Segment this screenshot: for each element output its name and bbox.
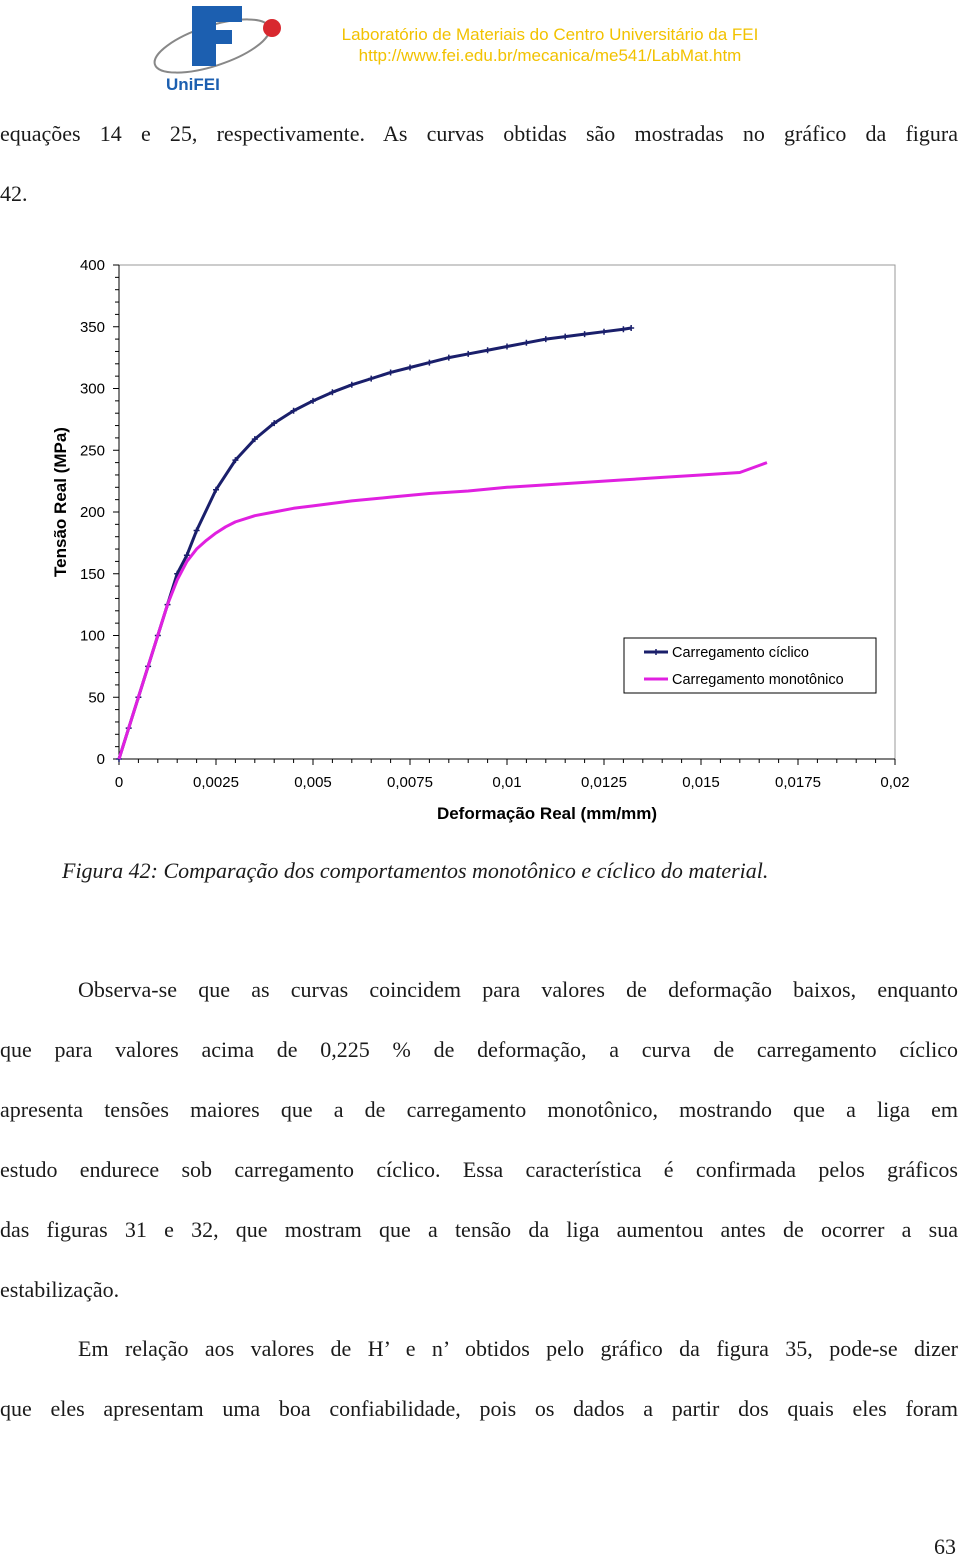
- x-tick-label: 0,0125: [581, 774, 627, 791]
- x-tick-label: 0,015: [682, 774, 720, 791]
- data-point-marker: [562, 334, 568, 340]
- intro-line-1: equações 14 e 25, respectivamente. As curvas obtidas são mostradas no gráfico da figura: [0, 121, 958, 146]
- data-point-marker: [601, 329, 607, 335]
- x-tick-label: 0,005: [294, 774, 332, 791]
- y-tick-label: 200: [79, 504, 105, 521]
- data-point-marker: [620, 326, 626, 332]
- legend-label: Carregamento monotônico: [672, 672, 844, 688]
- logo-text: UniFEI: [166, 75, 220, 94]
- x-tick-label: 0,0025: [193, 774, 239, 791]
- data-point-marker: [543, 336, 549, 342]
- paragraph-line: apresenta tensões maiores que a de carregamento monotônico, mostrando que a liga em: [0, 1097, 958, 1122]
- data-point-marker: [426, 360, 432, 366]
- y-axis-title: Tensão Real (MPa): [51, 427, 70, 577]
- x-axis-title: Deformação Real (mm/mm): [436, 804, 658, 823]
- paragraph-line: Em relação aos valores de H’ e n’ obtidos pelo gráfico da figura 35, pode-se dizer: [78, 1336, 958, 1361]
- y-tick-label: 0: [96, 751, 105, 768]
- stress-strain-chart: [0, 250, 960, 840]
- x-tick-label: 0,01: [492, 774, 522, 791]
- plot-area: [51, 257, 910, 823]
- data-point-marker: [446, 355, 452, 361]
- data-point-marker: [465, 351, 471, 357]
- data-point-marker: [504, 344, 510, 350]
- page-header: [0, 0, 960, 100]
- y-tick-label: 150: [79, 565, 105, 583]
- data-point-marker: [628, 325, 634, 331]
- paragraph-line: que para valores acima de 0,225 % de deformação, a curva de carregamento cíclico: [0, 1037, 958, 1062]
- paragraph-line: estudo endurece sob carregamento cíclico. Essa característica é confirmada pelos gráficos: [0, 1157, 958, 1182]
- intro-line-2: 42.: [0, 181, 28, 206]
- series-line-cyclic: [119, 328, 631, 759]
- x-tick-label: 0,0075: [387, 774, 433, 791]
- unifei-logo: [150, 2, 290, 94]
- data-point-marker: [407, 365, 413, 371]
- data-point-marker: [485, 347, 491, 353]
- y-tick-label: 100: [79, 627, 105, 645]
- paragraph-line: estabilização.: [0, 1277, 120, 1302]
- x-tick-label: 0,0175: [775, 774, 821, 791]
- y-tick-label: 400: [79, 257, 105, 274]
- y-tick-label: 50: [88, 689, 105, 707]
- legend-label: Carregamento cíclico: [672, 645, 809, 661]
- x-tick-label: 0: [114, 774, 124, 791]
- page-number: 63: [934, 1534, 956, 1559]
- y-tick-label: 300: [79, 380, 105, 398]
- lab-name: Laboratório de Materiais do Centro Universitário da FEI: [341, 25, 759, 44]
- paragraph-line: das figuras 31 e 32, que mostram que a tensão da liga aumentou antes de ocorrer a sua: [0, 1217, 958, 1242]
- y-tick-label: 250: [79, 442, 105, 460]
- series-line-monotonic: [119, 463, 767, 759]
- paragraph-line: que eles apresentam uma boa confiabilidade, pois os dados a partir dos quais eles foram: [0, 1396, 958, 1421]
- paragraph-line: Observa-se que as curvas coincidem para valores de deformação baixos, enquanto: [78, 977, 958, 1002]
- data-point-marker: [523, 340, 529, 346]
- lab-url[interactable]: http://www.fei.edu.br/mecanica/me541/LabMat.htm: [358, 46, 742, 65]
- data-point-marker: [582, 331, 588, 337]
- x-tick-label: 0,02: [880, 774, 910, 791]
- y-tick-label: 350: [79, 318, 105, 336]
- figure-caption: Figura 42: Comparação dos comportamentos monotônico e cíclico do material.: [62, 858, 769, 883]
